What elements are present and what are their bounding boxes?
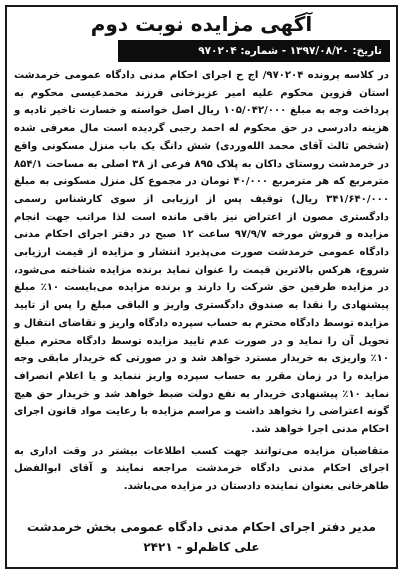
date-number-bar: تاریخ: ۱۳۹۷/۰۸/۲۰ - شماره: ۹۷۰۲۰۴ (118, 40, 390, 62)
notice-applicants-paragraph: متقاضیان مزایده می‌توانند جهت کسب اطلاعات بیشتر در وقت اداری به اجرای احکام مدنی دادگاه خرمدشت مراجعه نمایند و آقای ابوالفضل طاهرخانی بعنوان نماینده دادستان در مزایده می‌باشد. (14, 445, 389, 493)
signature-office: مدیر دفتر اجرای احکام مدنی دادگاه عمومی بخش خرمدشت (27, 520, 376, 534)
signature-name: علی کاظم‌لو - ۲۴۲۱ (143, 540, 260, 554)
auction-notice (5, 5, 398, 569)
notice-title: آگهی مزایده نوبت دوم (90, 12, 313, 36)
notice-main-paragraph: در کلاسه پرونده ۹۷۰۲۰۴/ اج ح اجرای احکام مدنی دادگاه عمومی خرمدشت استان قزوین محکوم علیه امیر عزیزخانی فرزند محمدعیسی محکوم به پرداخت وجه به مبلغ ۱۰۵/۰۴۲/۰۰۰ ریال اصل خواسته و خسارت تاخیر تادیه و هزینه دادرسی در حق محکوم له احمد رجبی گردیده است مال معرفی شده (شخص ثالث آقای محمد الله‌وردی) شش دانگ یک باب منزل مسکونی واقع در خرمدشت روستای داکان به پلاک ۸۹۵ فرعی از ۳۸ اصلی به مساحت ۸۵۴/۱ مترمربع که هر مترمربع ۴۰/۰۰۰ تومان در مجموع کل منزل مسکونی به مبلغ ۳۴۱/۶۴۰/۰۰۰ ریال) توقیف پس از ارزیابی از سوی کارشناس رسمی دادگستری مصون از اعتراض نیز باقی مانده است لذا مراتب جهت انجام مزایده و فروش مورخه ۹۷/۹/۷ ساعت ۱۲ صبح در دفتر اجرای احکام مدنی دادگاه عمومی خرمدشت صورت می‌پذیرد انتشار و مزایده از قیمت ارزیابی شروع، هرکس بالاترین قیمت را عنوان نماید برنده مزایده شناخته می‌شود، در مزایده طرفین حق شرکت را دارند و برنده مزایده می‌بایست ۱۰٪ مبلغ پیشنهادی را نقدا به صندوق دادگستری واریز و الباقی مبلغ را پس از تایید مزایده توسط دادگاه محترم به حساب سپرده دادگاه واریز و تقاضای انتقال و تحویل آن را نماید و در صورت عدم تایید مزایده توسط دادگاه محترم مبلغ ۱۰٪ واریزی به خریدار مسترد خواهد شد و در صورتی که خریدار مابقی وجه مزایده را در زمان مقرر به حساب سپرده واریز ننماید و یا اعلام انصراف نماید ۱۰٪ پیشنهادی خریدار به نفع دولت ضبط خواهد شد و خریدار حق هیچ گونه اعتراضی را نخواهد داشت و مراسم مزایده با رعایت مواد قانون اجرای احکام مدنی اجرا خواهد شد. (14, 70, 390, 436)
notice-body (14, 67, 389, 496)
notice-signature (7, 517, 396, 557)
